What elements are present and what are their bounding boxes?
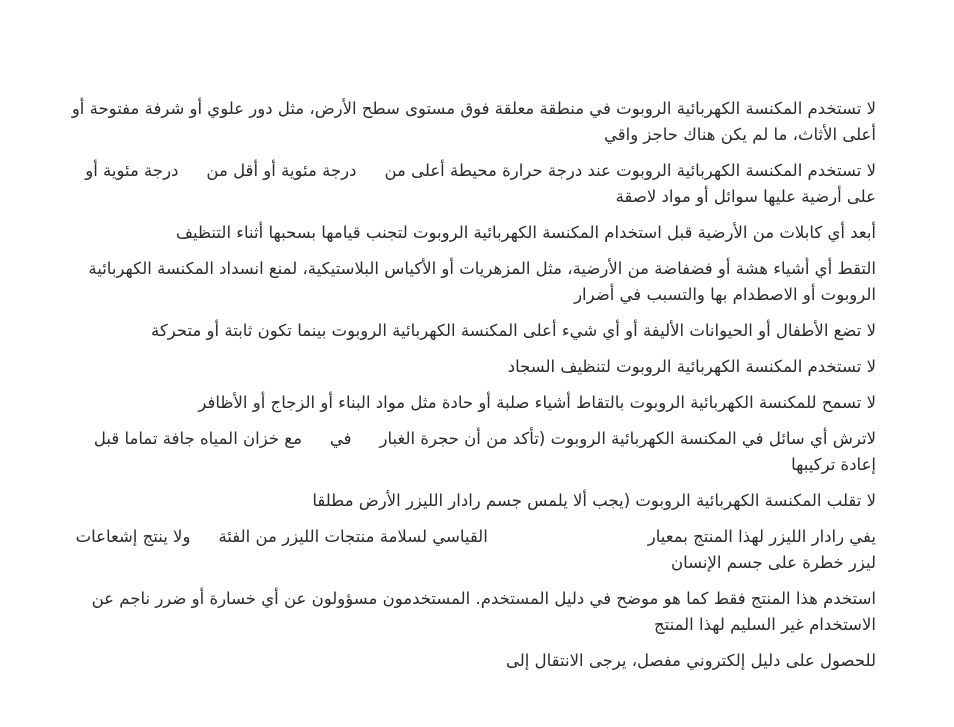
instruction-cables: أبعد أي كابلات من الأرضية قبل استخدام المكنسة الكهربائية الروبوت لتجنب قيامها بسحبها أثناء التنظيف	[175, 223, 876, 242]
instruction-laser-part2: القياسي لسلامة منتجات الليزر من الفئة	[218, 527, 488, 546]
instruction-temperature-part3: درجة مئوية أو على أرضية عليها سوائل أو مواد لاصقة	[85, 161, 876, 206]
instruction-laser-standard	[62, 524, 876, 576]
instruction-temperature-part1: لا تستخدم المكنسة الكهربائية الروبوت عند درجة حرارة محيطة أعلى من	[384, 161, 876, 180]
instruction-usage: استخدم هذا المنتج فقط كما هو موضح في دليل المستخدم. المستخدمون مسؤولون عن أي خسارة أو ضرر ناجم عن الاستخدام غير السليم لهذا المنتج	[91, 589, 876, 634]
instruction-fragile-objects: التقط أي أشياء هشة أو فضفاضة من الأرضية، مثل المزهريات أو الأكياس البلاستيكية، لمنع انسداد المكنسة الكهربائية الروبوت أو الاصطدام بها والتسبب في أضرار	[88, 259, 876, 304]
instruction-laser-part3: ولا ينتج إشعاعات ليزر خطرة على جسم الإنسان	[75, 527, 876, 572]
safety-instructions-document	[62, 96, 876, 684]
instruction-liquid-part2: في	[329, 429, 352, 448]
instruction-elevated-area: لا تستخدم المكنسة الكهربائية الروبوت في منطقة معلقة فوق مستوى سطح الأرض، مثل دور علوي أو شرفة مفتوحة أو أعلى الأثاث، ما لم يكن هناك حاجز واقي	[71, 99, 876, 144]
instruction-manual-link: للحصول على دليل إلكتروني مفصل، يرجى الانتقال إلى	[506, 651, 876, 670]
instruction-laser-part1: يفي رادار الليزر لهذا المنتج بمعيار	[647, 527, 876, 546]
instruction-children-pets: لا تضع الأطفال أو الحيوانات الأليفة أو أي شيء أعلى المكنسة الكهربائية الروبوت بينما تكون ثابتة أو متحركة	[151, 321, 876, 340]
instruction-no-flip: لا تقلب المكنسة الكهربائية الروبوت (يجب ألا يلمس جسم رادار الليزر الأرض مطلقا	[312, 491, 876, 510]
instruction-temperature-part2: درجة مئوية أو أقل من	[206, 161, 357, 180]
instruction-liquid-part1: لاترش أي سائل في المكنسة الكهربائية الروبوت (تأكد من أن حجرة الغبار	[379, 429, 876, 448]
instruction-liquid-part3: مع خزان المياه جافة تماما قبل إعادة تركيبها	[93, 429, 876, 474]
instruction-liquid	[62, 426, 876, 478]
instruction-temperature	[62, 158, 876, 210]
instruction-carpet: لا تستخدم المكنسة الكهربائية الروبوت لتنظيف السجاد	[507, 357, 876, 376]
instruction-sharp-objects: لا تسمح للمكنسة الكهربائية الروبوت بالتقاط أشياء صلبة أو حادة مثل مواد البناء أو الزجاج أو الأظافر	[198, 393, 876, 412]
